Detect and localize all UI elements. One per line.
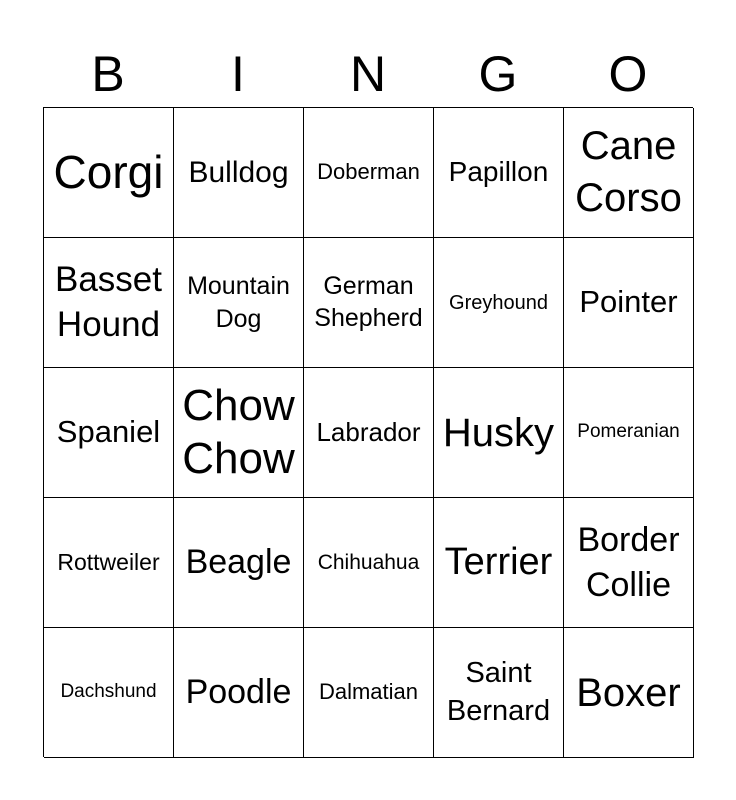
bingo-cell[interactable] <box>174 498 304 628</box>
cell-label: Chow Chow <box>182 380 295 483</box>
bingo-cell[interactable] <box>304 108 434 238</box>
cell-label: Saint Bernard <box>446 657 551 727</box>
cell-label: Border Collie <box>577 521 680 604</box>
cell-label: Basset Hound <box>55 260 162 344</box>
bingo-header <box>43 40 693 108</box>
header-letter-n: N <box>349 46 387 102</box>
bingo-cell[interactable] <box>304 498 434 628</box>
cell-label: Cane Corso <box>575 124 682 220</box>
bingo-cell[interactable] <box>304 628 434 758</box>
bingo-cell[interactable] <box>174 628 304 758</box>
bingo-cell[interactable] <box>564 108 694 238</box>
cell-label: Terrier <box>444 540 553 583</box>
bingo-cell[interactable] <box>304 238 434 368</box>
bingo-grid <box>43 107 693 757</box>
cell-label: Pointer <box>579 284 678 320</box>
cell-label: Husky <box>442 410 555 455</box>
bingo-cell[interactable] <box>434 108 564 238</box>
bingo-cell[interactable] <box>174 368 304 498</box>
header-letter-o: O <box>608 46 648 102</box>
bingo-cell[interactable] <box>44 368 174 498</box>
cell-label: Pomeranian <box>577 421 680 443</box>
cell-label: Boxer <box>576 670 681 715</box>
cell-label: Doberman <box>317 159 420 185</box>
bingo-cell[interactable] <box>174 238 304 368</box>
cell-label: German Shepherd <box>314 272 423 332</box>
cell-label: Chihuahua <box>317 550 420 574</box>
bingo-cell[interactable] <box>434 368 564 498</box>
cell-label: Poodle <box>185 672 292 711</box>
bingo-cell[interactable] <box>174 108 304 238</box>
cell-label: Spaniel <box>56 414 161 450</box>
header-letter-b: B <box>91 46 125 102</box>
cell-label: Papillon <box>448 156 549 188</box>
cell-label: Dalmatian <box>318 679 419 705</box>
bingo-cell[interactable] <box>434 238 564 368</box>
bingo-cell[interactable] <box>44 628 174 758</box>
bingo-cell[interactable] <box>564 628 694 758</box>
cell-label: Labrador <box>316 417 421 448</box>
header-letter-g: G <box>478 46 518 102</box>
cell-label: Greyhound <box>449 291 548 314</box>
bingo-cell[interactable] <box>564 498 694 628</box>
cell-label: Rottweiler <box>57 548 160 575</box>
bingo-cell[interactable] <box>44 238 174 368</box>
cell-label: Beagle <box>185 542 292 581</box>
bingo-cell[interactable] <box>304 368 434 498</box>
bingo-cell[interactable] <box>434 498 564 628</box>
cell-label: Bulldog <box>188 156 289 189</box>
bingo-cell[interactable] <box>434 628 564 758</box>
bingo-cell[interactable] <box>564 238 694 368</box>
header-letter-i: I <box>231 46 245 102</box>
cell-label: Mountain Dog <box>187 272 290 333</box>
bingo-cell[interactable] <box>564 368 694 498</box>
cell-label: Dachshund <box>60 681 157 703</box>
bingo-cell[interactable] <box>44 108 174 238</box>
bingo-cell[interactable] <box>44 498 174 628</box>
cell-label: Corgi <box>53 146 164 199</box>
